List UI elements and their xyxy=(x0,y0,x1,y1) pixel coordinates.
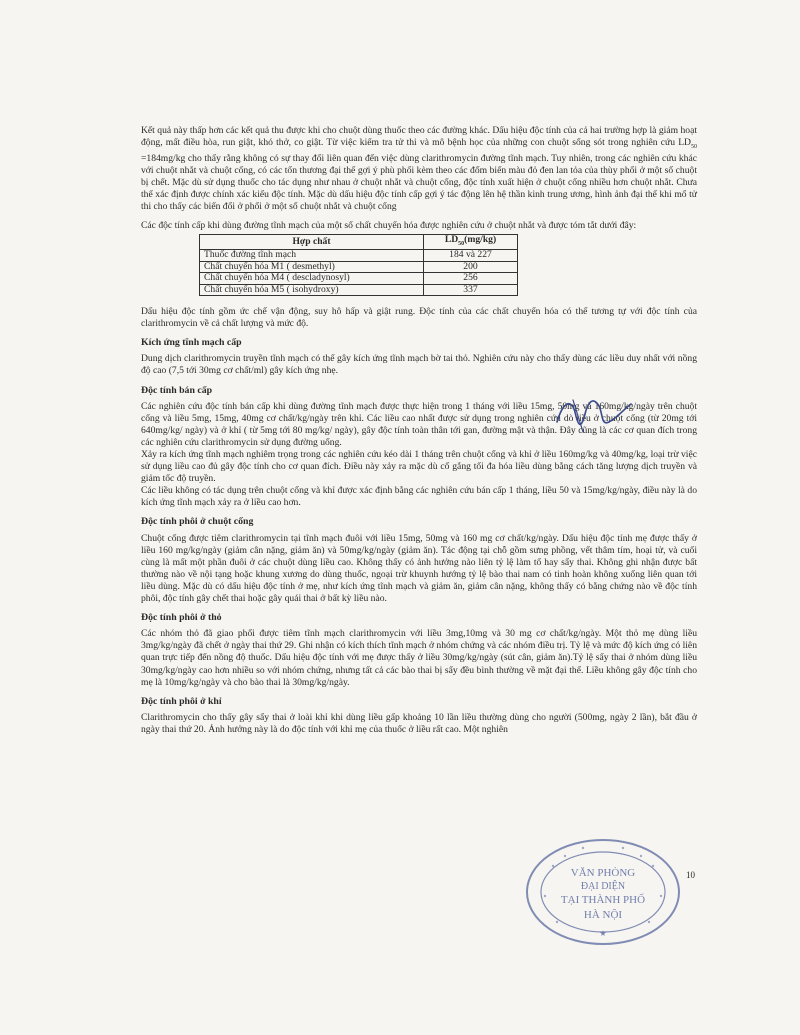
table-cell-compound: Thuốc đường tĩnh mạch xyxy=(200,250,424,262)
official-stamp xyxy=(523,836,683,948)
section-heading-subacute-toxicity: Độc tính bán cấp xyxy=(141,384,213,396)
table-cell-ld50: 184 và 227 xyxy=(424,250,518,262)
table-header-compound: Hợp chất xyxy=(200,234,424,249)
section-paragraph: Các liều không có tác dụng trên chuột cống và khỉ được xác định bằng các nghiên cứu bán cấp 1 tháng, liều 50 và 15mg/kg/ngày, điều này là do kích ứng tĩnh mạch xảy ra ở liều cao hơn. xyxy=(141,485,697,509)
section-paragraph: Các nghiên cứu độc tính bán cấp khi dùng đường tĩnh mạch được thực hiện trong 1 tháng với liều 15mg, 50mg và 160mg/kg/ngày trên chuột cống và liều 5mg, 15mg, 40mg cơ chất/kg/ngày trên khỉ. Các liều cao nhất được sử dụng trong nghiên cứu dò liều ở chuột cống (từ 20mg tới 640mg/kg/ ngày) và ở khỉ ( từ 5mg tới 80 mg/kg/ ngày), gây độc tính toàn thân tới gan, đường mật và thận. Đây cũng là các cơ quan đích trong các nghiên cứu clarithromycin sử dụng đường uống. xyxy=(141,400,697,448)
section-paragraph: Chuột cống được tiêm clarithromycin tại tĩnh mạch đuôi với liều 15mg, 50mg và 160 mg cơ chất/kg/ngày. Dấu hiệu độc tính mẹ được thấy ở liều 160 mg/kg/ngày (giảm cân nặng, giảm ăn) và 50mg/kg/ngày (giảm ăn). Tác động tại chỗ gồm sưng phồng, vết thâm tím, hoại tử, và cuối cùng là mất một phần đuôi ở các chuột dùng liều cao. Không thấy có ảnh hưởng nào liên tỷ lệ làm tổ hay sẩy thai. Không ghi nhận được bất thường nào về nội tạng hoặc khung xương do dùng thuốc, ngoại trừ khuynh hướng tỷ lệ bào thai nam có tinh hoàn không xuống liên quan tới liều dùng. Mặc dù có dấu hiệu độc tính ở mẹ, như kích ứng tĩnh mạch và giảm ăn, giảm cân nặng, không thấy có bằng chứng nào về độc tính phôi, độc tính gây chết thai hoặc gây quái thai ở bất kỳ liều nào. xyxy=(141,532,697,605)
section-heading-embryo-toxicity-rabbit: Độc tính phôi ở thỏ xyxy=(141,612,222,624)
stamp-line-1: VĂN PHÒNG xyxy=(570,867,636,879)
after-table-paragraph: Dấu hiệu độc tính gồm ức chế vận động, suy hô hấp và giật rung. Độc tính của các chất chuyển hóa có thể tương tự với độc tính của clarithromycin về cả chất lượng và mức độ. xyxy=(141,306,697,330)
ld50-table xyxy=(199,234,518,296)
stamp-line-2: ĐẠI DIỆN xyxy=(580,881,626,892)
section-paragraph: Các nhóm thỏ đã giao phối được tiêm tĩnh mạch clarithromycin với liều 3mg,10mg và 30 mg cơ chất/kg/ngày. Một thỏ mẹ dùng liều 3mg/kg/ngày đã chết ở ngày thai thứ 29. Ghi nhận có kích thích tĩnh mạch ở nhóm chứng và các nhóm điều trị. Tỷ lệ và mức độ kích ứng có liên quan trực tiếp đến nồng độ thuốc. Dấu hiệu độc tính với mẹ được thấy ở liều 30mg/kg/ngày (sút cân, giảm ăn).Tỷ lệ sẩy thai ở nhóm dùng liều 30mg/kg/ngày cao hơn nhiều so với nhóm chứng, nhưng tất cả các bào thai bị sẩy đều bình thường về mặt đại thể. Liều không gây độc tính cho mẹ là 10mg/kg/ngày và cho bào thai là 30mg/kg/ngày. xyxy=(141,628,697,688)
section-paragraph: Dung dịch clarithromycin truyền tĩnh mạch có thể gây kích ứng tĩnh mạch bờ tai thỏ. Nghiên cứu này cho thấy dùng các liều duy nhất với nồng độ cao (7,5 tới 30mg cơ chất/ml) gây kích ứng nhẹ. xyxy=(141,353,697,377)
section-paragraph: Xảy ra kích ứng tĩnh mạch nghiêm trọng trong các nghiên cứu kéo dài 1 tháng trên chuột cống và khỉ ở liều 160mg/kg và 40mg/kg, loại trừ việc sử dụng liều cao đủ gây độc tính cho cơ quan đích. Điều này xảy ra mặc dù cố gắng tối đa hóa liều dùng bằng cách tăng lượng dịch truyền và giảm tốc độ truyền. xyxy=(141,449,697,485)
section-paragraph: Clarithromycin cho thấy gây sẩy thai ở loài khỉ khi dùng liều gấp khoảng 10 lần liều thường dùng cho người (500mg, ngày 2 lần), bắt đầu ở ngày thai thứ 20. Ảnh hưởng này là do độc tính với khỉ mẹ của thuốc ở liều rất cao. Một nghiên xyxy=(141,711,697,735)
table-cell-ld50: 337 xyxy=(424,284,518,296)
table-cell-compound: Chất chuyển hóa M4 ( descladynosyl) xyxy=(200,273,424,285)
signature-mark xyxy=(553,392,635,434)
table-cell-compound: Chất chuyển hóa M1 ( desmethyl) xyxy=(200,261,424,273)
intro-paragraph-2: Các độc tính cấp khi dùng đường tĩnh mạch của một số chất chuyển hóa được nghiên cứu ở chuột nhắt và được tóm tắt dưới đây: xyxy=(141,219,637,231)
table-cell-compound: Chất chuyển hóa M5 ( isohydroxy) xyxy=(200,284,424,296)
table-header-row xyxy=(200,234,518,249)
table-cell-ld50: 200 xyxy=(424,261,518,273)
section-heading-embryo-toxicity-rat: Độc tính phôi ở chuột cống xyxy=(141,516,254,528)
table-row xyxy=(200,284,518,296)
table-header-ld50: $LD_{50}(mg/kg)$ xyxy=(424,234,518,249)
stamp-star-icon: ★ xyxy=(599,929,607,938)
table-row xyxy=(200,261,518,273)
table-row xyxy=(200,273,518,285)
intro-paragraph-1: Kết quả này thấp hơn các kết quả thu được khi cho chuột dùng thuốc theo các đường khác. Dấu hiệu độc tính của cả hai trường hợp là giảm hoạt động, mất điều hòa, run giật, khó thở, co giật. Từ việc kiểm tra tử thi và mô bệnh học của những con chuột sống sót trong nghiên cứu $LD_{50} =184mg/kg$ cho thấy rằng không có sự thay đổi liên quan đến việc dùng clarithromycin đường tĩnh mạch. Tuy nhiên, trong các nghiên cứu khác với chuột nhắt và chuột cống, có các tổn thương đại thể gợi ý phù phổi kèm theo các đốm biến màu đỏ đen lan tỏa của thùy phổi ở một số chuột bị chết. Mặc dù sử dụng thuốc cho tác dụng như nhau ở chuột nhắt và chuột cống, độc tính xuất hiện ở chuột cống nhiều hơn chuột nhắt. Chưa thể xác định được chính xác kiểu độc tính. Mặc dù dấu hiệu độc tính cấp gợi ý tác động lên hệ thần kinh trung ương, hình ảnh đại thể khi mổ tử thi cho thấy các biến đổi ở phổi ở một số chuột nhắt và chuột cống xyxy=(141,125,697,213)
table-row xyxy=(200,250,518,262)
stamp-line-3: TẠI THÀNH PHỐ xyxy=(560,894,646,906)
section-heading-embryo-toxicity-monkey: Độc tính phôi ở khỉ xyxy=(141,695,222,707)
section-heading-iv-irritation: Kích ứng tĩnh mạch cấp xyxy=(141,337,242,349)
table-cell-ld50: 256 xyxy=(424,273,518,285)
page-number: 10 xyxy=(686,870,695,880)
stamp-line-4: HÀ NỘI xyxy=(583,909,623,921)
